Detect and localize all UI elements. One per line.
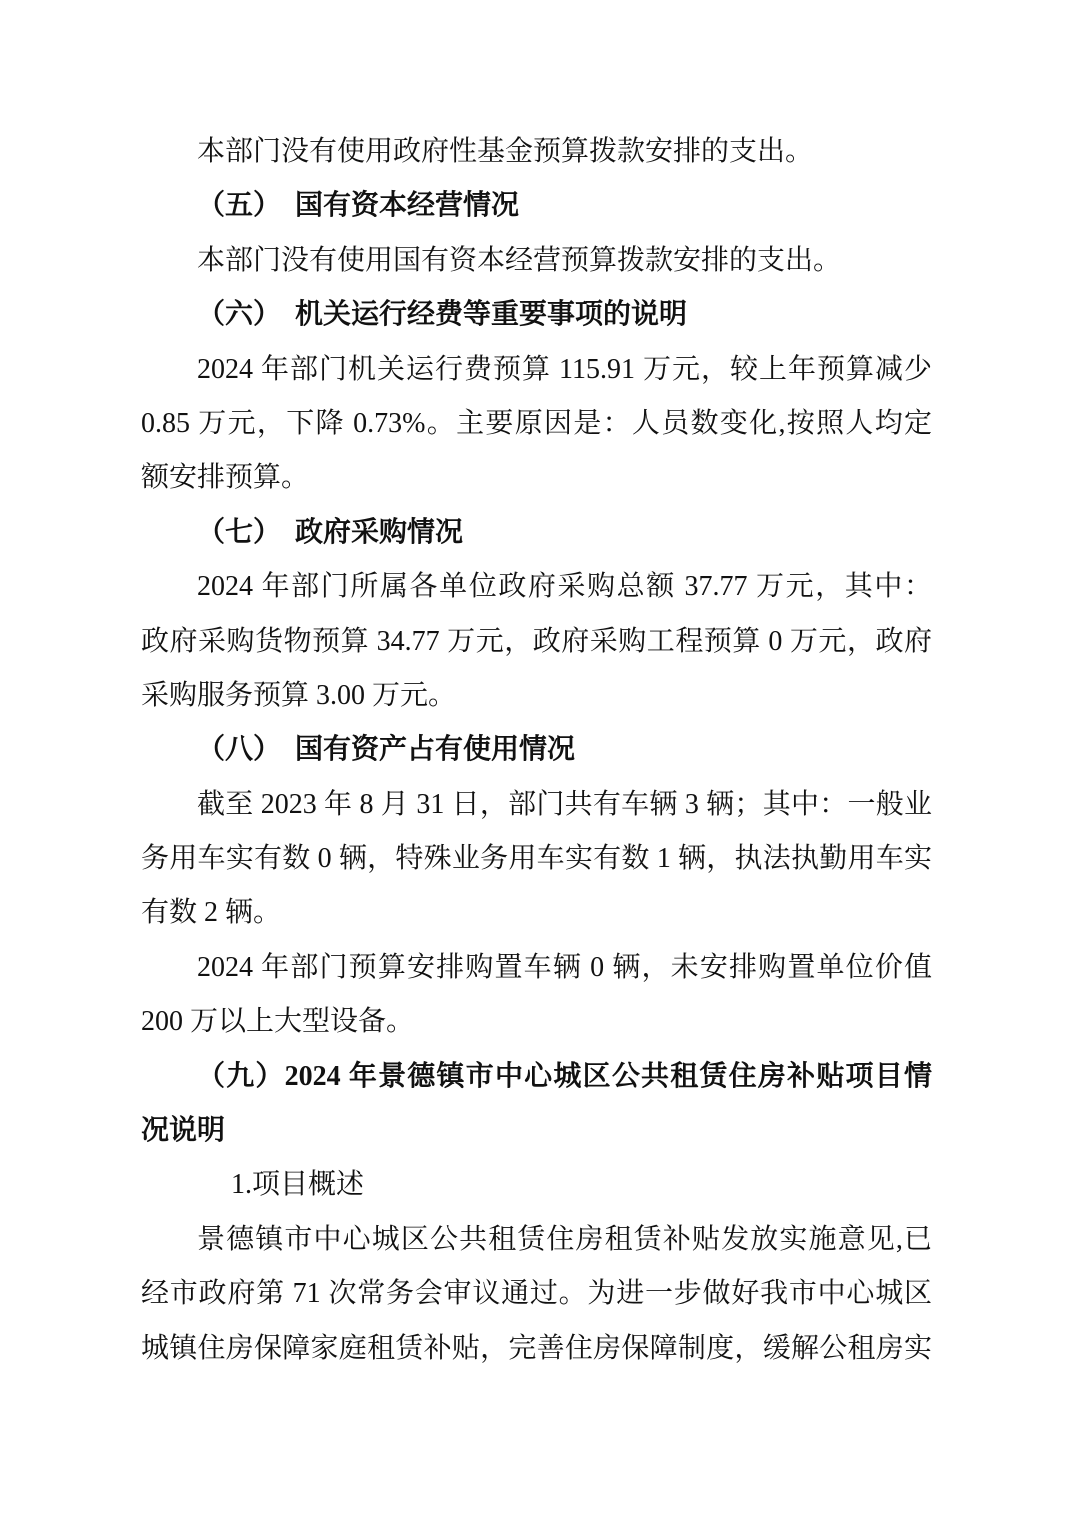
paragraph-line: 1.项目概述 bbox=[231, 1169, 365, 1201]
document-text-block bbox=[141, 125, 932, 1376]
section-heading-line: （七） 政府采购情况 bbox=[197, 516, 464, 548]
section-heading-line: （五） 国有资本经营情况 bbox=[197, 190, 520, 222]
paragraph-line: 务用车实有数 0 辆，特殊业务用车实有数 1 辆，执法执勤用车实 bbox=[141, 843, 932, 875]
paragraph-line: 截至 2023 年 8 月 31 日，部门共有车辆 3 辆；其中：一般业 bbox=[197, 788, 932, 820]
paragraph-line: 本部门没有使用国有资本经营预算拨款安排的支出。 bbox=[197, 244, 842, 276]
paragraph-line: 景德镇市中心城区公共租赁住房租赁补贴发放实施意见,已 bbox=[197, 1223, 932, 1255]
paragraph-line: 本部门没有使用政府性基金预算拨款安排的支出。 bbox=[197, 136, 814, 167]
section-heading-line: （九）2024 年景德镇市中心城区公共租赁住房补贴项目情 bbox=[197, 1060, 932, 1092]
paragraph-line: 2024 年部门机关运行费预算 115.91 万元，较上年预算减少 bbox=[197, 353, 932, 385]
paragraph-line: 采购服务预算 3.00 万元。 bbox=[141, 679, 457, 711]
section-heading-line: （八） 国有资产占有使用情况 bbox=[197, 734, 576, 766]
paragraph-line: 0.85 万元，下降 0.73%。主要原因是：人员数变化,按照人均定 bbox=[141, 407, 932, 439]
section-heading-line: （六） 机关运行经费等重要事项的说明 bbox=[197, 299, 688, 331]
paragraph-line: 额安排预算。 bbox=[141, 462, 310, 494]
section-heading-line: 况说明 bbox=[141, 1115, 226, 1147]
paragraph-line: 经市政府第 71 次常务会审议通过。为进一步做好我市中心城区 bbox=[141, 1278, 932, 1310]
paragraph-line: 城镇住房保障家庭租赁补贴，完善住房保障制度，缓解公租房实 bbox=[141, 1332, 932, 1364]
paragraph-line: 2024 年部门所属各单位政府采购总额 37.77 万元，其中： bbox=[197, 571, 932, 603]
paragraph-line: 200 万以上大型设备。 bbox=[141, 1006, 415, 1038]
paragraph-line: 政府采购货物预算 34.77 万元，政府采购工程预算 0 万元，政府 bbox=[141, 625, 932, 657]
paragraph-line: 2024 年部门预算安排购置车辆 0 辆，未安排购置单位价值 bbox=[197, 951, 932, 983]
paragraph-line: 有数 2 辆。 bbox=[141, 897, 282, 929]
